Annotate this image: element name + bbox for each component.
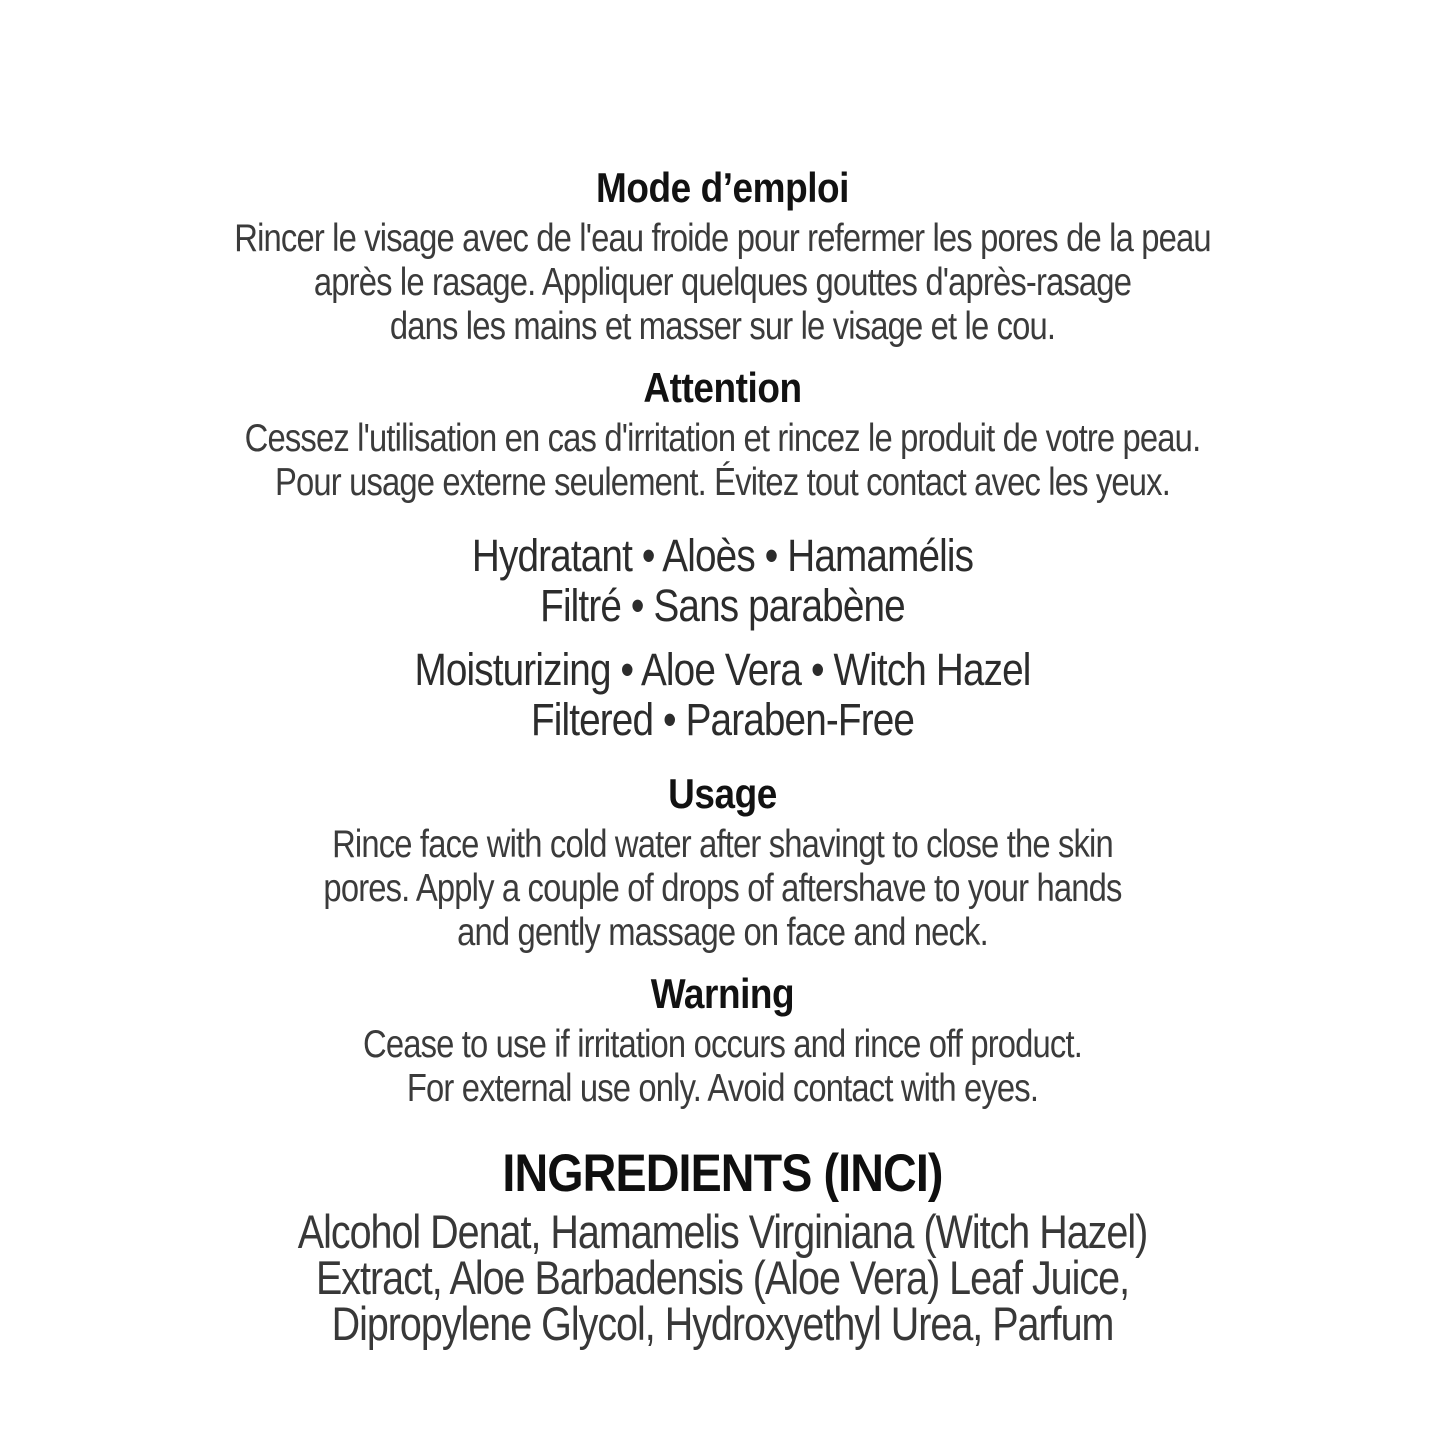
- features-en-line: Moisturizing • Aloe Vera • Witch Hazel: [414, 644, 1031, 695]
- mode-demploi-line: dans les mains et masser sur le visage et le cou.: [389, 305, 1056, 348]
- warning-line: For external use only. Avoid contact with eyes.: [406, 1067, 1039, 1110]
- ingredients-line: Extract, Aloe Barbadensis (Aloe Vera) Leaf Juice,: [315, 1251, 1130, 1304]
- attention-line: Pour usage externe seulement. Évitez tout contact avec les yeux.: [275, 461, 1170, 504]
- section-heading-attention: Attention: [643, 364, 802, 411]
- section-heading-warning: Warning: [650, 970, 795, 1017]
- features-fr-line: Hydratant • Aloès • Hamamélis: [471, 530, 974, 581]
- usage-line: Rince face with cold water after shavingt to close the skin: [332, 823, 1113, 866]
- section-heading-usage: Usage: [668, 770, 777, 817]
- section-heading-mode-demploi: Mode d’emploi: [596, 164, 849, 211]
- section-heading-ingredients: INGREDIENTS (INCI): [502, 1144, 943, 1203]
- ingredients-line: Dipropylene Glycol, Hydroxyethyl Urea, Parfum: [331, 1297, 1114, 1350]
- usage-line: pores. Apply a couple of drops of aftershave to your hands: [323, 867, 1122, 910]
- features-en-line: Filtered • Paraben-Free: [530, 694, 915, 745]
- ingredients-line: Alcohol Denat, Hamamelis Virginiana (Witch Hazel): [297, 1205, 1148, 1258]
- features-fr: [0, 531, 1445, 631]
- mode-demploi-line: Rincer le visage avec de l'eau froide pour refermer les pores de la peau: [234, 217, 1211, 260]
- features-en: [0, 645, 1445, 745]
- warning-line: Cease to use if irritation occurs and rince off product.: [363, 1023, 1082, 1066]
- mode-demploi-line: après le rasage. Appliquer quelques gouttes d'après-rasage: [313, 261, 1132, 304]
- usage-line: and gently massage on face and neck.: [457, 911, 988, 954]
- attention-line: Cessez l'utilisation en cas d'irritation et rincez le produit de votre peau.: [244, 417, 1201, 460]
- features-fr-line: Filtré • Sans parabène: [540, 580, 905, 631]
